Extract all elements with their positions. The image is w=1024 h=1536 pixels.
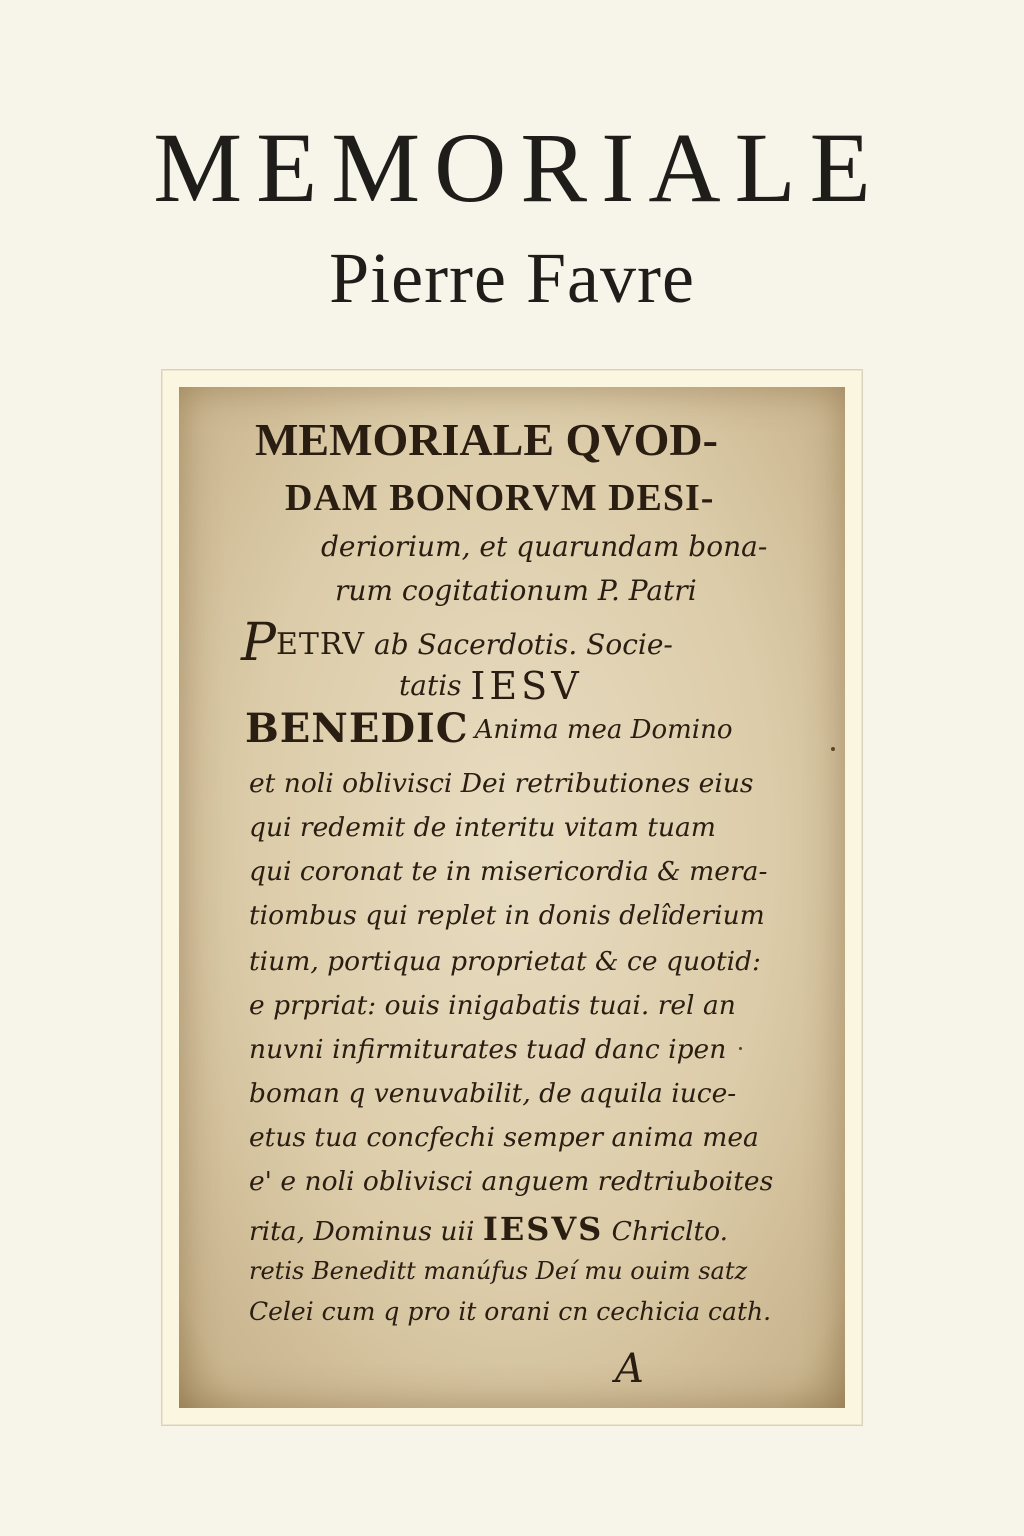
petru-rest: ETRV xyxy=(276,627,366,662)
catchword: A xyxy=(615,1346,644,1392)
manuscript-body-line: tiombus qui replet in donis delîderium xyxy=(249,900,765,931)
cover-author: Pierre Favre xyxy=(329,238,695,318)
ink-spot xyxy=(831,747,835,751)
ink-spot xyxy=(739,1047,742,1050)
manuscript-text xyxy=(179,387,845,1408)
manuscript-body-line: e' e noli oblivisci anguem redtriuboites xyxy=(249,1166,774,1197)
manuscript-body-line: etus tua concfechi semper anima mea xyxy=(249,1122,759,1153)
cover-title: MEMORIALE xyxy=(153,112,885,223)
manuscript-body-line: et noli oblivisci Dei retributiones eius xyxy=(249,768,754,799)
manuscript-heading-line-4: rum cogitationum P. Patri xyxy=(335,574,697,607)
benedic-line-rest: Anima mea Domino xyxy=(474,715,733,745)
benedic-word: BENEDIC xyxy=(245,705,469,752)
manuscript-page xyxy=(179,387,845,1408)
iesus-line-suffix: Chriclto. xyxy=(603,1216,729,1247)
manuscript-heading-line-2: DAM BONORVM DESI- xyxy=(285,477,715,519)
manuscript-heading-line-1: MEMORIALE QVOD- xyxy=(255,414,718,465)
manuscript-iesus-line xyxy=(249,1210,729,1248)
manuscript-body-line: e prpriat: ouis inigabatis tuai. rel an xyxy=(249,990,736,1021)
manuscript-body-line: tium, portiqua proprietat & ce quotid: xyxy=(249,946,761,977)
petru-after: ab Sacerdotis. Socie- xyxy=(365,628,673,661)
manuscript-body-line: nuvni infirmiturates tuad danc ipen xyxy=(249,1034,727,1065)
iesus-line-prefix: rita, Dominus uii xyxy=(249,1216,483,1247)
manuscript-benedic-line xyxy=(245,705,733,752)
manuscript-frame xyxy=(161,369,863,1426)
iesu-word: IESV xyxy=(470,664,583,708)
manuscript-iesu-line xyxy=(399,664,583,708)
iesu-line-prefix: tatis xyxy=(399,669,471,702)
manuscript-body-line: qui coronat te in misericordia & mera- xyxy=(249,856,768,887)
petru-initial: P xyxy=(241,613,276,673)
manuscript-petru-line xyxy=(241,613,673,673)
manuscript-body-line: qui redemit de interitu vitam tuam xyxy=(249,812,716,843)
manuscript-heading-line-3: deriorium, et quarundam bona- xyxy=(321,530,768,563)
manuscript-body-line: boman q venuvabilit, de aquila iuce- xyxy=(249,1078,737,1109)
iesus-word: IESVS xyxy=(482,1210,604,1248)
manuscript-body-line: retis Beneditt manúfus Deí mu ouim satz xyxy=(249,1257,748,1285)
manuscript-body-line: Celei cum q pro it orani cn cechicia cath. xyxy=(249,1297,772,1326)
